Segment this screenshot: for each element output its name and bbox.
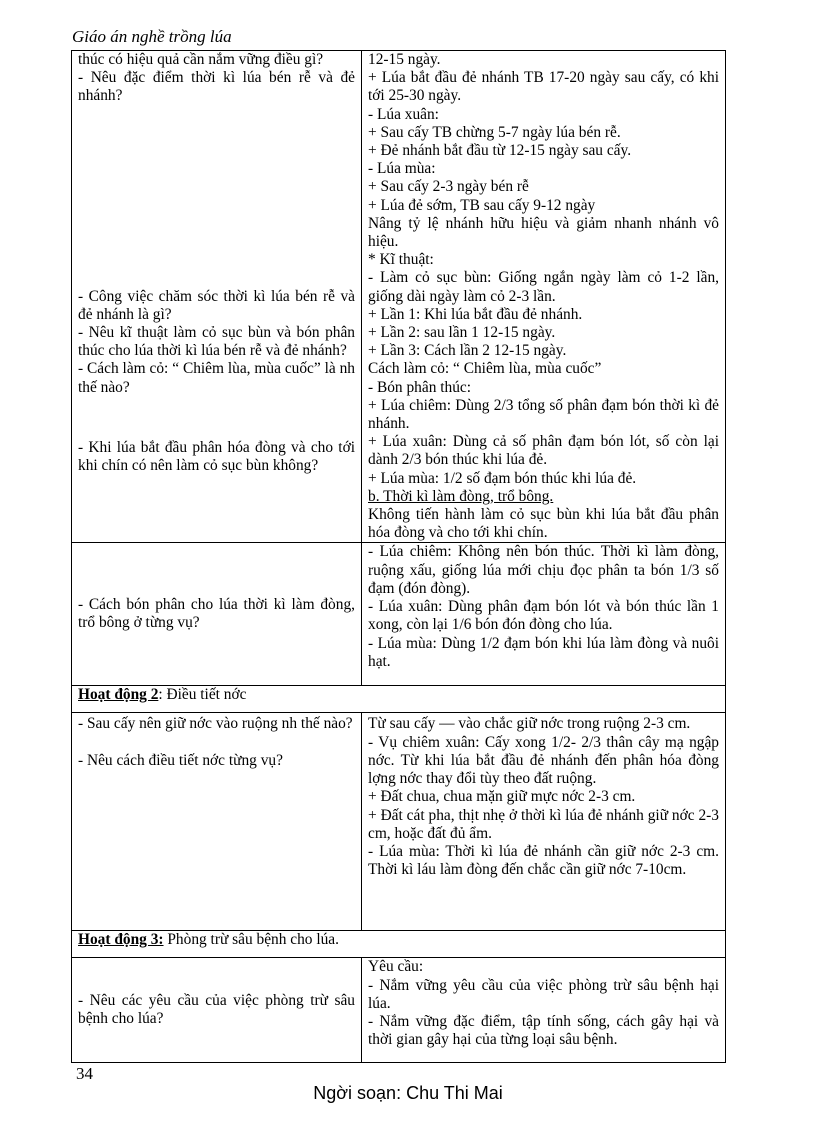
answer-text: + Sau cấy 2-3 ngày bén rễ (368, 178, 529, 196)
table-row (72, 713, 726, 931)
question-text: thúc có hiệu quả cần nắm vững điều gì? (78, 51, 324, 68)
page-header: Giáo án nghề trồng lúa (72, 27, 232, 46)
answer-text: - Làm cỏ sục bùn: Giống ngắn ngày làm cỏ 1-2 lần, giống dài ngày làm cỏ 2-3 lần. (368, 269, 719, 305)
answer-cell (362, 51, 726, 543)
activity-heading (72, 686, 726, 713)
answer-cell (362, 543, 726, 686)
activity-row (72, 931, 726, 958)
answer-text: - Nắm vững đặc điểm, tập tính sống, cách gây hại và thời gian gây hại của từng loại sâu bệnh. (368, 1013, 719, 1049)
answer-text: - Lúa mùa: Dùng 1/2 đạm bón khi lúa làm đòng và nuôi hạt. (368, 634, 719, 670)
answer-text: - Lúa mùa: Thời kì lúa đẻ nhánh cần giữ nớc 2-3 cm. Thời kì láu làm đòng đến chắc cần giữ nớc 7-10cm. (368, 842, 719, 879)
answer-cell (362, 713, 726, 931)
question-text: - Sau cấy nên giữ nớc vào ruộng nh thế nào? (78, 715, 353, 733)
question-cell (72, 51, 362, 543)
activity-heading (72, 931, 726, 958)
question-text: - Nêu đặc điểm thời kì lúa bén rễ và đẻ nhánh? (78, 69, 355, 105)
answer-text: + Lúa chiêm: Dùng 2/3 tổng số phân đạm bón thời kì đẻ nhánh. (368, 396, 719, 433)
question-cell (72, 958, 362, 1063)
activity-label: Hoạt động 2 (78, 686, 159, 704)
question-cell (72, 713, 362, 931)
author-line: Ngời soạn: Chu Thi Mai (313, 1083, 503, 1103)
activity-label: Hoạt động 3: (78, 931, 164, 949)
answer-text: Yêu cầu: (368, 958, 424, 976)
section-heading: b. Thời kì làm đòng, trổ bông. (368, 487, 554, 505)
answer-text: - Lúa mùa: (368, 160, 436, 178)
page-number: 34 (76, 1064, 93, 1083)
answer-text: + Sau cấy TB chừng 5-7 ngày lúa bén rễ. (368, 123, 621, 141)
question-text: - Cách làm cỏ: “ Chiêm lùa, mùa cuốc” là nh thế nào? (78, 360, 355, 396)
answer-text: Từ sau cấy — vào chắc giữ nớc trong ruộng 2-3 cm. (368, 715, 691, 733)
question-text: - Nêu kĩ thuật làm cỏ sục bùn và bón phân thúc cho lúa thời kì lúa bén rễ và đẻ nhánh? (78, 324, 355, 360)
table-row (72, 543, 726, 686)
answer-cell (362, 958, 726, 1063)
table-row (72, 51, 726, 543)
answer-text: 12-15 ngày. (368, 51, 441, 68)
answer-text: * Kĩ thuật: (368, 251, 434, 269)
answer-text: Cách làm cỏ: “ Chiêm lùa, mùa cuốc” (368, 360, 602, 378)
answer-text: + Đẻ nhánh bắt đầu từ 12-15 ngày sau cấy. (368, 142, 632, 160)
activity-row (72, 686, 726, 713)
question-text: - Khi lúa bắt đầu phân hóa đòng và cho tới khi chín có nên làm cỏ sục bùn không? (78, 438, 355, 475)
table-row (72, 958, 726, 1063)
question-cell (72, 543, 362, 686)
lesson-table (71, 50, 726, 1063)
answer-text: + Lần 1: Khi lúa bắt đầu đẻ nhánh. (368, 305, 583, 323)
question-text: - Nêu cách điều tiết nớc từng vụ? (78, 751, 283, 769)
question-text: - Nêu các yêu cầu của việc phòng trừ sâu bệnh cho lúa? (78, 992, 355, 1028)
answer-text: + Lần 2: sau lần 1 12-15 ngày. (368, 324, 556, 342)
answer-text: - Lúa xuân: (368, 105, 439, 123)
question-text: - Cách bón phân cho lúa thời kì làm đòng, trổ bông ở từng vụ? (78, 596, 355, 632)
answer-text: + Lúa xuân: Dùng cả số phân đạm bón lót, số còn lại dành 2/3 bón thúc khi lúa đẻ. (368, 433, 719, 469)
activity-title: Phòng trừ sâu bệnh cho lúa. (163, 931, 339, 949)
answer-text: + Lúa bắt đầu đẻ nhánh TB 17-20 ngày sau cấy, có khi tới 25-30 ngày. (368, 69, 719, 105)
answer-text: + Lúa mùa: 1/2 số đạm bón thúc khi lúa đẻ. (368, 469, 637, 487)
answer-text: - Bón phân thúc: (368, 378, 472, 396)
answer-text: - Lúa chiêm: Không nên bón thúc. Thời kì làm đòng, ruộng xấu, giống lúa mới chịu đọc phân ta bón 1/3 số đạm (đón đòng). (368, 543, 719, 597)
answer-text: Nâng tỷ lệ nhánh hữu hiệu và giảm nhanh nhánh vô hiệu. (368, 214, 719, 251)
question-text: - Công việc chăm sóc thời kì lúa bén rễ và đẻ nhánh là gì? (78, 287, 355, 323)
answer-text: Không tiến hành làm cỏ sục bùn khi lúa bắt đầu phân hóa đòng và cho tới khi chín. (368, 506, 719, 542)
answer-text: + Lúa đẻ sớm, TB sau cấy 9-12 ngày (368, 196, 596, 214)
answer-text: + Lần 3: Cách lần 2 12-15 ngày. (368, 342, 567, 360)
answer-text: + Đất chua, chua mặn giữ mực nớc 2-3 cm. (368, 788, 636, 806)
activity-title: : Điều tiết nớc (158, 686, 247, 704)
answer-text: + Đất cát pha, thịt nhẹ ở thời kì lúa đẻ nhánh giữ nớc 2-3 cm, hoặc đất đủ ẩm. (368, 806, 719, 842)
answer-text: - Vụ chiêm xuân: Cấy xong 1/2- 2/3 thân cây mạ ngập nớc. Từ khi lúa bắt đầu đẻ nhánh đến phân hóa đòng lợng nớc thay đổi tùy theo đất ruộng. (368, 733, 719, 788)
answer-text: - Nắm vững yêu cầu của việc phòng trừ sâu bệnh hại lúa. (368, 976, 719, 1012)
answer-text: - Lúa xuân: Dùng phân đạm bón lót và bón thúc lần 1 xong, còn lại 1/6 bón đón đòng cho lúa. (368, 598, 719, 634)
